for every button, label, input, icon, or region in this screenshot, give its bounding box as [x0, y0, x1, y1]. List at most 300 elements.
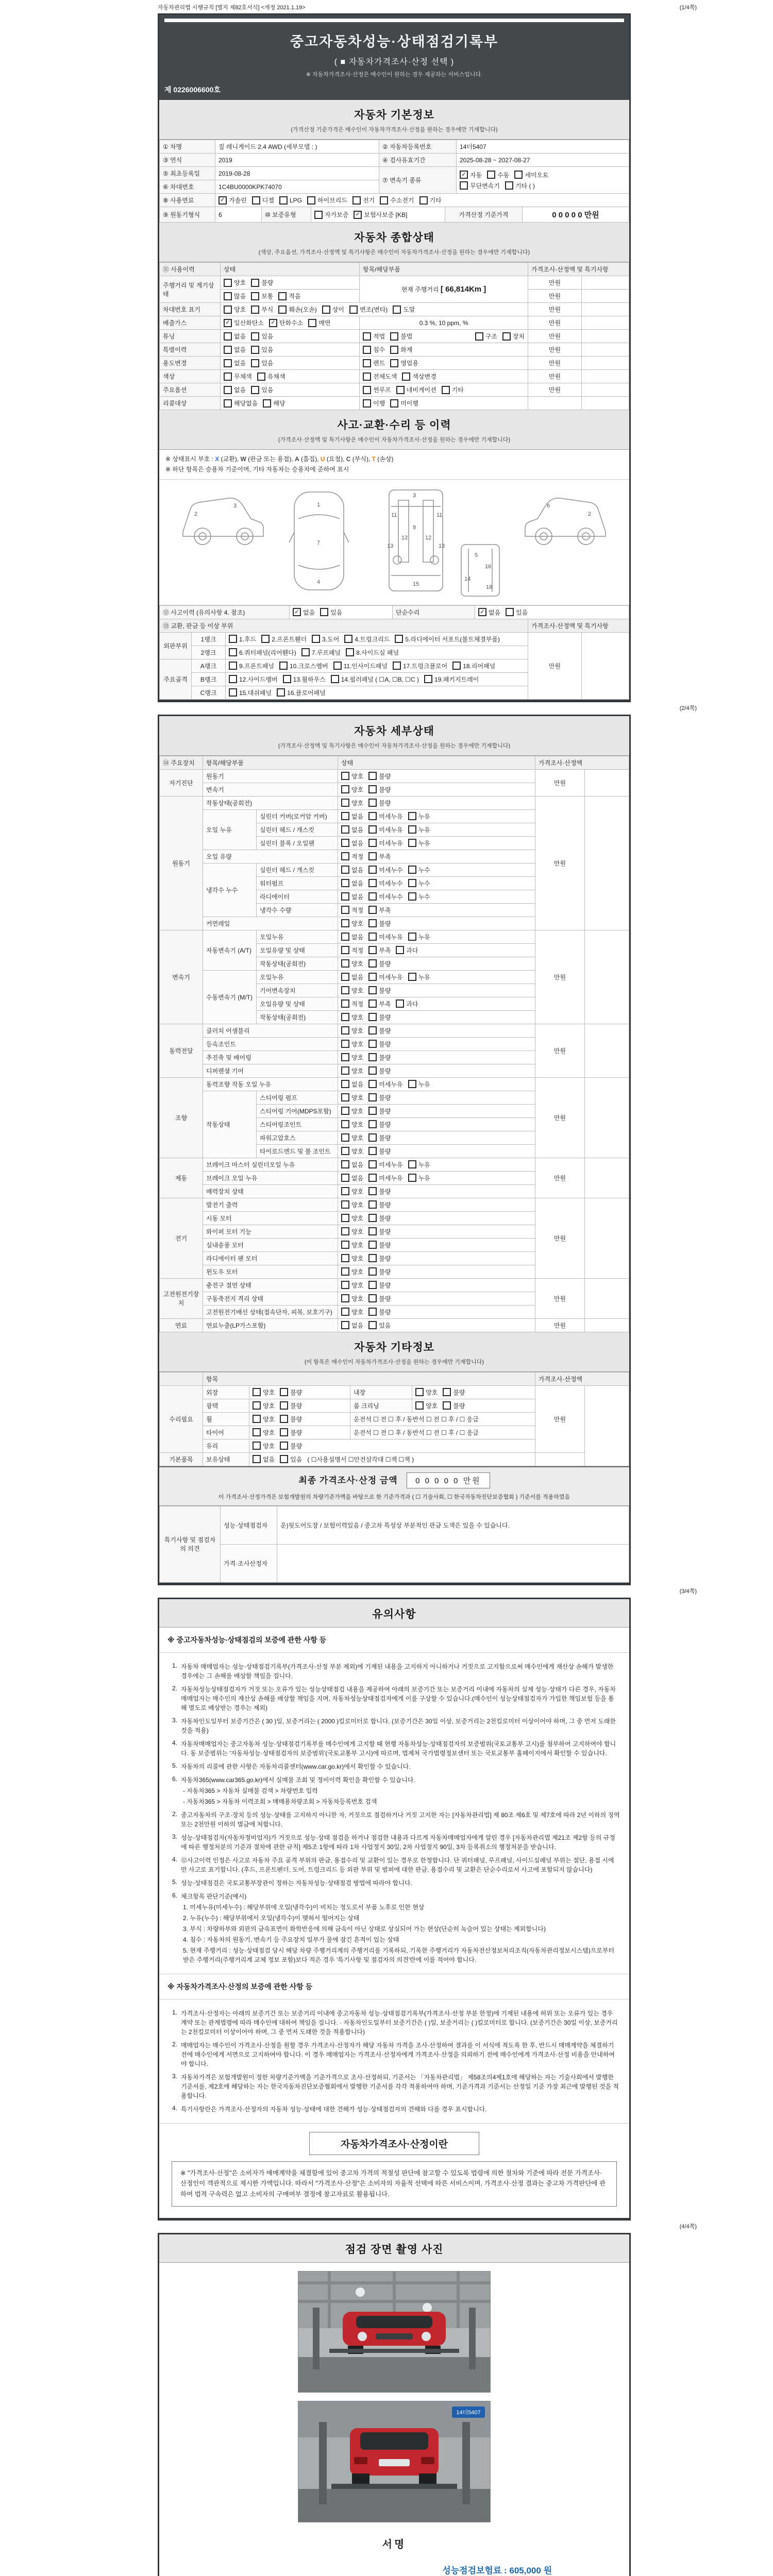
- checkbox-label: 없음: [351, 973, 364, 981]
- checkbox-label: 미세누유: [379, 1161, 403, 1168]
- notice-item-text: 중고자동차의 구조·장치 등의 성능·상태를 고지하지 아니한 자, 거짓으로 점검하거나 거짓 고지한 자는 [자동차관리법] 제 80조 제6호 및 제7호에 따라 2년 이하의 징역 또는 2천만원 이하의 벌금에 처합니다.: [181, 1811, 620, 1828]
- checkbox[interactable]: [368, 919, 377, 927]
- checkbox[interactable]: [419, 196, 428, 205]
- checkbox[interactable]: [278, 292, 287, 300]
- checkbox[interactable]: [224, 279, 232, 287]
- checkbox[interactable]: [224, 386, 232, 394]
- checkbox[interactable]: [253, 1428, 261, 1436]
- checkbox-option: [341, 1241, 363, 1249]
- checkbox[interactable]: [368, 1026, 377, 1035]
- checkbox[interactable]: [312, 635, 320, 643]
- checkbox[interactable]: [368, 866, 377, 874]
- checkbox[interactable]: [408, 812, 416, 820]
- svg-text:13: 13: [387, 543, 394, 549]
- checkbox[interactable]: ✓: [224, 319, 232, 327]
- checkbox[interactable]: [452, 662, 461, 670]
- checkbox[interactable]: [253, 1415, 261, 1423]
- checkbox-option: [341, 1294, 363, 1303]
- checkbox[interactable]: [341, 1308, 349, 1316]
- price-survey-definition: [159, 2124, 629, 2218]
- checkbox[interactable]: [380, 196, 388, 205]
- checkbox-label: 없음: [351, 879, 364, 887]
- item-label: 발전기 출력: [203, 1198, 338, 1211]
- checkbox[interactable]: [368, 772, 377, 780]
- checkbox[interactable]: [368, 799, 377, 807]
- checkbox-option: [396, 999, 418, 1008]
- checkbox[interactable]: [224, 306, 232, 314]
- checkbox-label: 양호: [263, 1429, 275, 1436]
- checkbox[interactable]: [280, 1415, 288, 1423]
- fuel-options: [215, 194, 629, 207]
- price-cell: 만원: [528, 290, 582, 303]
- state-options: [338, 769, 535, 783]
- checkbox[interactable]: [341, 1066, 349, 1075]
- checkbox[interactable]: [368, 1133, 377, 1142]
- section-notice: [159, 1599, 629, 1628]
- checkbox[interactable]: [349, 306, 358, 314]
- checkbox[interactable]: [514, 171, 523, 179]
- note-cell: [582, 632, 629, 699]
- checkbox[interactable]: [368, 839, 377, 847]
- checkbox[interactable]: [408, 1080, 416, 1088]
- checkbox-label: 7.루프패널: [311, 649, 341, 656]
- checkbox-label: 무단변속기: [470, 182, 500, 190]
- state-options: [338, 943, 535, 957]
- checkbox[interactable]: [341, 1214, 349, 1222]
- checkbox[interactable]: [229, 648, 237, 656]
- checkbox[interactable]: [396, 946, 404, 954]
- section-photos: [159, 2234, 629, 2263]
- checkbox-label: 불량: [379, 1268, 391, 1276]
- checkbox[interactable]: [368, 1294, 377, 1302]
- checkbox[interactable]: [314, 211, 323, 219]
- item-label: 작동상태(공회전): [203, 796, 338, 809]
- checkbox[interactable]: [368, 1200, 377, 1209]
- checkbox[interactable]: [341, 986, 349, 994]
- checkbox[interactable]: [341, 866, 349, 874]
- checkbox-option: [280, 1428, 302, 1437]
- checkbox[interactable]: [368, 1080, 377, 1088]
- checkbox[interactable]: [368, 1241, 377, 1249]
- checkbox[interactable]: [301, 648, 310, 656]
- checkbox[interactable]: [341, 839, 349, 847]
- special-options: [221, 343, 360, 357]
- checkbox-option: [341, 1040, 363, 1048]
- checkbox-label: 해당: [273, 400, 285, 407]
- checkbox-option: [368, 946, 391, 955]
- checkbox[interactable]: [443, 1401, 451, 1410]
- checkbox-option: [252, 196, 274, 205]
- checkbox[interactable]: [363, 359, 371, 367]
- final-price-note: 이 가격조사·산정가격은 보험개발원의 차량기준가액을 바탕으로 한 기준가격과 ( ☐ 기술사회, ☐ 한국자동차진단보증협회 ) 기준서를 적용하였음: [218, 1494, 570, 1500]
- checkbox[interactable]: [363, 346, 371, 354]
- checkbox[interactable]: [280, 1388, 288, 1396]
- checkbox[interactable]: [368, 1254, 377, 1262]
- checkbox-option: [269, 318, 303, 327]
- checkbox[interactable]: [368, 1308, 377, 1316]
- checkbox[interactable]: [368, 879, 377, 887]
- table-row: [160, 1544, 629, 1582]
- checkbox[interactable]: [280, 1428, 288, 1436]
- special-history-label: 특별이력: [160, 343, 221, 357]
- checkbox-label: 미세누수: [379, 879, 403, 887]
- item-label: 충전구 절연 상태: [203, 1278, 338, 1292]
- checkbox[interactable]: [368, 892, 377, 901]
- price-header: 가격조사·산정액: [535, 756, 629, 769]
- checkbox[interactable]: [487, 171, 495, 179]
- checkbox[interactable]: [368, 999, 377, 1008]
- checkbox[interactable]: [408, 1160, 416, 1168]
- state-options: [338, 1077, 535, 1091]
- checkbox[interactable]: [402, 372, 410, 381]
- checkbox[interactable]: [261, 635, 270, 643]
- checkbox[interactable]: [408, 1174, 416, 1182]
- checkbox[interactable]: [251, 279, 259, 287]
- item-label: 커먼레일: [203, 917, 338, 930]
- tire-position-options: 운전석 ☐ 전 ☐ 후 / 동반석 ☐ 전 ☐ 후 / ☐ 응급: [350, 1426, 535, 1439]
- checkbox-label: 누유: [418, 973, 430, 981]
- checkbox[interactable]: [283, 675, 291, 683]
- checkbox-label: 침수: [373, 346, 385, 353]
- item-label: 동력조향 작동 오일 누유: [203, 1077, 338, 1091]
- checkbox[interactable]: [415, 1401, 424, 1410]
- abnormal-parts-header: ⑬ 교환, 판금 등 이상 부위: [160, 619, 528, 632]
- checkbox[interactable]: [341, 906, 349, 914]
- checkbox[interactable]: [341, 933, 349, 941]
- legend-note2: ※ 하단 항목은 승용차 기준이며, 기타 자동차는 승용차에 준하여 표시: [165, 466, 349, 473]
- checkbox[interactable]: [368, 959, 377, 968]
- checkbox-label: 5.라디에이터 서포트(볼트체결부품): [405, 635, 500, 643]
- checkbox[interactable]: [229, 675, 237, 683]
- checkbox[interactable]: [341, 1160, 349, 1168]
- checkbox[interactable]: [475, 332, 483, 341]
- checkbox[interactable]: [341, 1227, 349, 1235]
- state-options: [338, 1184, 535, 1198]
- checkbox-label: 불량: [379, 1013, 391, 1021]
- checkbox-option: [368, 1133, 391, 1142]
- checkbox-label: 양호: [263, 1402, 275, 1410]
- checkbox[interactable]: ✓: [219, 196, 227, 205]
- checkbox-option: [390, 345, 412, 354]
- checkbox[interactable]: [363, 399, 371, 408]
- checkbox[interactable]: [341, 772, 349, 780]
- checkbox-label: 양호: [351, 1255, 364, 1262]
- checkbox[interactable]: ✓: [460, 171, 468, 179]
- checkbox[interactable]: [368, 852, 377, 860]
- checkbox[interactable]: [257, 372, 265, 381]
- polish-label: 광택: [203, 1399, 249, 1412]
- checkbox[interactable]: [341, 1294, 349, 1302]
- checkbox[interactable]: [224, 292, 232, 300]
- checkbox[interactable]: [224, 372, 232, 381]
- checkbox[interactable]: [368, 1120, 377, 1128]
- checkbox[interactable]: [341, 946, 349, 954]
- checkbox[interactable]: [320, 608, 328, 616]
- checkbox[interactable]: [229, 688, 237, 697]
- checkbox[interactable]: [341, 1187, 349, 1195]
- checkbox[interactable]: [390, 346, 398, 354]
- checkbox[interactable]: [331, 675, 339, 683]
- checkbox[interactable]: [408, 866, 416, 874]
- checkbox-label: LPG: [289, 196, 302, 204]
- checkbox[interactable]: [341, 1120, 349, 1128]
- checkbox[interactable]: [368, 1227, 377, 1235]
- checkbox[interactable]: [341, 879, 349, 887]
- notice-item-text: 가격조사·산정자는 아래의 보증기간 또는 보증거리 이내에 중고자동차 성능·상태점검기록부(가격조사·산정 부분 한정)에 기재된 내용에 허위 또는 오류가 있는 경우 계약 또는 관계법령에 따라 매수인에 대하여 책임을 집니다. · 자동차인도일부터 보증기간은 ( )일, 보증거리는 ( )킬로미터로 합니다. (보증기간은 30일 이상, 보증거리는 2천킬로미터 이상이어야 하며, 그 중 먼저 도래한 것을 적용합니다): [181, 2009, 618, 2036]
- checkbox-label: 이행: [373, 400, 385, 407]
- checkbox-label: 부족: [379, 946, 391, 954]
- checkbox-option: [352, 196, 375, 205]
- checkbox[interactable]: [280, 1442, 288, 1450]
- tuning-label: 튜닝: [160, 330, 221, 343]
- checkbox[interactable]: [363, 386, 371, 394]
- checkbox[interactable]: [368, 1040, 377, 1048]
- checkbox[interactable]: [408, 825, 416, 834]
- checkbox[interactable]: [341, 1174, 349, 1182]
- notice-item: [169, 1717, 620, 1735]
- checkbox[interactable]: [396, 386, 405, 394]
- checkbox[interactable]: [368, 1053, 377, 1061]
- checkbox[interactable]: [390, 359, 398, 367]
- checkbox[interactable]: [253, 1455, 261, 1463]
- checkbox[interactable]: [341, 812, 349, 820]
- checkbox[interactable]: [368, 1321, 377, 1329]
- checkbox[interactable]: [251, 386, 259, 394]
- checkbox[interactable]: [341, 852, 349, 860]
- checkbox[interactable]: [341, 825, 349, 834]
- state-options: [338, 1131, 535, 1144]
- checkbox[interactable]: [341, 919, 349, 927]
- checkbox[interactable]: [341, 1080, 349, 1088]
- notice-item-text: 자동차인도일부터 보증기간은 ( 30 )일, 보증거리는 ( 2000 )킬로미터로 합니다. (보증기간은 30일 이상, 보증거리는 2천킬로미터 이상이어야 하며, 그 중 먼저 도래한 것을 적용): [181, 1717, 616, 1734]
- checkbox[interactable]: [263, 399, 271, 408]
- checkbox[interactable]: [280, 1401, 288, 1410]
- checkbox-option: [341, 1281, 363, 1290]
- checkbox[interactable]: [278, 306, 287, 314]
- checkbox-option: [224, 332, 246, 341]
- checkbox-option: [341, 999, 363, 1008]
- checkbox[interactable]: [368, 785, 377, 793]
- checkbox-label: 양호: [351, 1094, 364, 1101]
- fee-label: 성능점검보험료 :: [442, 2565, 507, 2575]
- checkbox[interactable]: [363, 372, 371, 381]
- checkbox[interactable]: [502, 332, 511, 341]
- checkbox[interactable]: [368, 946, 377, 954]
- checkbox[interactable]: [251, 346, 259, 354]
- checkbox[interactable]: [277, 688, 285, 697]
- checkbox[interactable]: [390, 332, 398, 341]
- checkbox-option: [487, 171, 509, 179]
- checkbox-label: 하이브리드: [317, 197, 347, 204]
- checkbox[interactable]: [415, 1388, 424, 1396]
- checkbox-label: 불량: [290, 1429, 303, 1436]
- checkbox[interactable]: ✓: [354, 211, 362, 219]
- checkbox-label: 있음: [330, 608, 343, 616]
- checkbox[interactable]: [393, 306, 401, 314]
- checkbox[interactable]: [251, 359, 259, 367]
- checkbox[interactable]: [224, 346, 232, 354]
- checkbox-label: 없음: [351, 826, 364, 834]
- price-cell: 만원: [528, 357, 582, 370]
- notice-item: [169, 2009, 620, 2037]
- checkbox[interactable]: [341, 1147, 349, 1155]
- checkbox[interactable]: [395, 635, 403, 643]
- checkbox-option: [368, 973, 402, 981]
- checkbox[interactable]: [390, 399, 398, 408]
- device-name: 자기진단: [160, 769, 203, 796]
- checkbox[interactable]: [408, 933, 416, 941]
- checkbox-option: [408, 892, 430, 901]
- checkbox[interactable]: ✓: [293, 608, 301, 616]
- state-options: [338, 823, 535, 836]
- checkbox[interactable]: [341, 1254, 349, 1262]
- checkbox[interactable]: [368, 933, 377, 941]
- item-header: 항목: [203, 1372, 535, 1385]
- checkbox[interactable]: [341, 1013, 349, 1021]
- checkbox[interactable]: [442, 386, 450, 394]
- section-title: 자동차 세부상태: [354, 725, 434, 737]
- checkbox[interactable]: [341, 1321, 349, 1329]
- checkbox[interactable]: [341, 1026, 349, 1035]
- checkbox[interactable]: [368, 1187, 377, 1195]
- price-cell: 만원: [528, 343, 582, 357]
- checkbox[interactable]: [368, 1066, 377, 1075]
- checkbox[interactable]: [341, 785, 349, 793]
- device-name: 조향: [160, 1077, 203, 1158]
- checkbox[interactable]: [368, 812, 377, 820]
- current-mileage-label: 현재 주행거리: [401, 286, 439, 293]
- checkbox[interactable]: [322, 306, 330, 314]
- checkbox[interactable]: [505, 181, 513, 190]
- checkbox-label: 1.후드: [239, 635, 257, 643]
- checkbox[interactable]: [279, 662, 288, 670]
- checkbox[interactable]: [346, 648, 354, 656]
- checkbox[interactable]: [251, 332, 259, 341]
- checkbox[interactable]: [396, 999, 404, 1008]
- checkbox[interactable]: [333, 662, 342, 670]
- checkbox[interactable]: [408, 839, 416, 847]
- checkbox[interactable]: [460, 181, 468, 190]
- checkbox[interactable]: [253, 1388, 261, 1396]
- checkbox[interactable]: [253, 1442, 261, 1450]
- item-label: 디퍼렌셜 기어: [203, 1064, 338, 1077]
- checkbox[interactable]: [224, 332, 232, 341]
- checkbox[interactable]: [363, 332, 371, 341]
- checkbox-option: [263, 399, 285, 408]
- checkbox[interactable]: [408, 879, 416, 887]
- checkbox[interactable]: [368, 825, 377, 834]
- detail-row: [160, 1024, 629, 1037]
- checkbox-label: 불량: [379, 1054, 391, 1061]
- checkbox[interactable]: [341, 799, 349, 807]
- checkbox[interactable]: [253, 1401, 261, 1410]
- state-options: [338, 1158, 535, 1171]
- checkbox[interactable]: [341, 1200, 349, 1209]
- checkbox-option: [408, 1174, 430, 1182]
- checkbox[interactable]: [408, 973, 416, 981]
- checkbox-label: 불량: [379, 1121, 391, 1128]
- checkbox[interactable]: [251, 292, 259, 300]
- checkbox[interactable]: [443, 1388, 451, 1396]
- checkbox-label: 없음: [351, 1161, 364, 1168]
- checkbox[interactable]: [368, 1013, 377, 1021]
- checkbox[interactable]: [368, 1214, 377, 1222]
- checkbox[interactable]: [368, 1107, 377, 1115]
- checkbox[interactable]: [341, 973, 349, 981]
- checkbox-label: 네비게이션: [406, 386, 436, 394]
- checkbox-label: 불량: [453, 1402, 465, 1410]
- checkbox[interactable]: [368, 1147, 377, 1155]
- checkbox[interactable]: [506, 608, 514, 616]
- checkbox[interactable]: [229, 635, 237, 643]
- year-label: ③ 연식: [160, 154, 215, 167]
- checkbox[interactable]: [368, 1281, 377, 1289]
- page-3: [158, 1598, 631, 2221]
- checkbox[interactable]: [251, 306, 259, 314]
- checkbox[interactable]: [279, 196, 288, 205]
- checkbox[interactable]: [341, 1093, 349, 1101]
- checkbox[interactable]: ✓: [478, 608, 486, 616]
- checkbox[interactable]: [341, 1281, 349, 1289]
- final-price-band: [159, 1466, 629, 1506]
- checkbox[interactable]: [341, 1107, 349, 1115]
- sub-item-label: 라디에이터: [257, 890, 338, 903]
- checkbox[interactable]: [341, 1053, 349, 1061]
- checkbox-option: [257, 372, 285, 381]
- checkbox[interactable]: [307, 196, 315, 205]
- checkbox[interactable]: [341, 1241, 349, 1249]
- checkbox[interactable]: [344, 635, 352, 643]
- checkbox[interactable]: [341, 892, 349, 901]
- checkbox-option: [251, 332, 273, 341]
- checkbox[interactable]: [368, 986, 377, 994]
- checkbox-option: [341, 1013, 363, 1022]
- checkbox[interactable]: [341, 959, 349, 968]
- checkbox[interactable]: [341, 1040, 349, 1048]
- checkbox[interactable]: [224, 359, 232, 367]
- checkbox[interactable]: [368, 1093, 377, 1101]
- checkbox[interactable]: [368, 1160, 377, 1168]
- checkbox[interactable]: [280, 1455, 288, 1463]
- notice-item-text: ⑫사고이력 인정은 사고로 자동차 주요 골격 부위의 판금, 용접수리 및 교환이 있는 경우로 한정합니다. 단 쿼터패널, 루프패널, 사이드실패널 부위는 절단, 용접 시에만 사고로 표기합니다. (후드, 프론트펜더, 도어, 트렁크리드 등 외판 부위 및 범퍼에 대한 판금, 용접수리 및 교환은 단순수리로서 사고에 포함되지 않습니다): [181, 1856, 614, 1873]
- checkbox-option: [301, 648, 341, 657]
- checkbox[interactable]: [368, 906, 377, 914]
- checkbox-option: [368, 1093, 391, 1102]
- checkbox[interactable]: [224, 399, 232, 408]
- checkbox[interactable]: [368, 1267, 377, 1276]
- notice-sec1-title: ※ 중고자동차성능·상태점검의 보증에 관한 사항 등: [159, 1628, 629, 1653]
- checkbox-label: 장치: [512, 333, 525, 340]
- checkbox[interactable]: ✓: [269, 319, 277, 327]
- state-options: [338, 1238, 535, 1251]
- checkbox[interactable]: [252, 196, 260, 205]
- checkbox[interactable]: [308, 319, 316, 327]
- main-options-detail: [360, 383, 528, 397]
- checkbox-label: 없음: [351, 1321, 364, 1329]
- price-cell: 만원: [535, 930, 585, 1024]
- checkbox[interactable]: [368, 973, 377, 981]
- checkbox[interactable]: [229, 662, 237, 670]
- checkbox[interactable]: [424, 675, 432, 683]
- checkbox[interactable]: [341, 999, 349, 1008]
- price-cell: 만원: [528, 303, 582, 316]
- checkbox[interactable]: [408, 892, 416, 901]
- checkbox[interactable]: [352, 196, 361, 205]
- checkbox[interactable]: [368, 1174, 377, 1182]
- checkbox[interactable]: [393, 662, 401, 670]
- checkbox[interactable]: [341, 1133, 349, 1142]
- checkbox[interactable]: [341, 1267, 349, 1276]
